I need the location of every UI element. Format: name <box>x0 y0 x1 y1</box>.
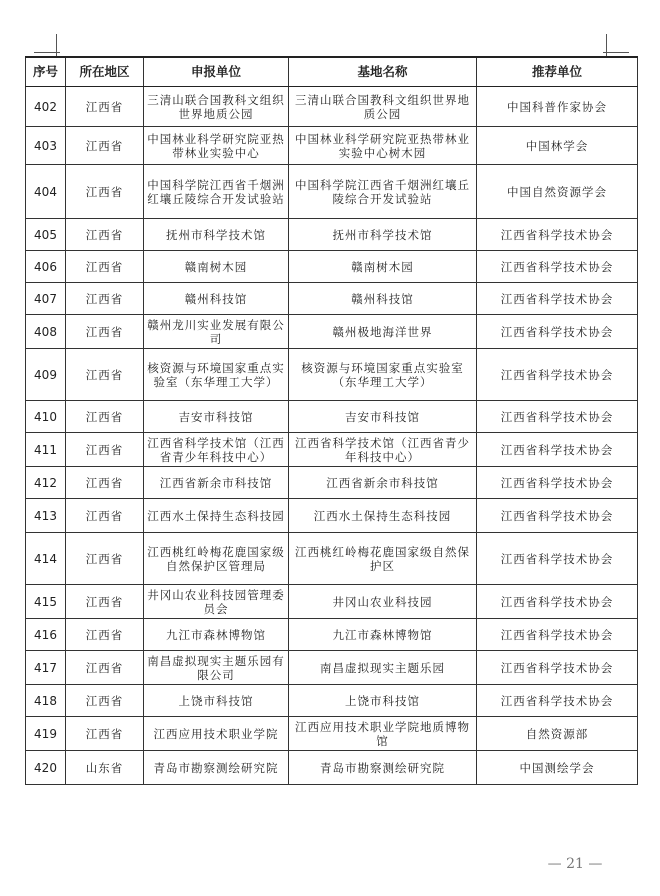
row-num: 405 <box>26 219 66 251</box>
header-recommender: 推荐单位 <box>477 57 638 87</box>
row-recommender: 江西省科学技术协会 <box>477 349 638 401</box>
row-num: 407 <box>26 283 66 315</box>
row-base: 中国林业科学研究院亚热带林业实验中心树木园 <box>289 127 477 165</box>
row-region: 山东省 <box>66 751 144 785</box>
table-row <box>26 127 638 165</box>
row-base: 赣州科技馆 <box>289 283 477 315</box>
row-recommender: 江西省科学技术协会 <box>477 315 638 349</box>
row-recommender: 中国自然资源学会 <box>477 165 638 219</box>
row-base: 南昌虚拟现实主题乐园 <box>289 651 477 685</box>
row-num: 416 <box>26 619 66 651</box>
row-num: 409 <box>26 349 66 401</box>
row-base: 江西桃红岭梅花鹿国家级自然保护区 <box>289 533 477 585</box>
row-recommender: 江西省科学技术协会 <box>477 401 638 433</box>
row-num: 412 <box>26 467 66 499</box>
row-num: 418 <box>26 685 66 717</box>
row-unit: 中国科学院江西省千烟洲红壤丘陵综合开发试验站 <box>144 165 289 219</box>
row-base: 中国科学院江西省千烟洲红壤丘陵综合开发试验站 <box>289 165 477 219</box>
row-region: 江西省 <box>66 585 144 619</box>
row-unit: 江西省科学技术馆（江西省青少年科技中心） <box>144 433 289 467</box>
row-unit: 江西省新余市科技馆 <box>144 467 289 499</box>
row-base: 井冈山农业科技园 <box>289 585 477 619</box>
row-region: 江西省 <box>66 533 144 585</box>
row-unit: 江西水土保持生态科技园 <box>144 499 289 533</box>
row-region: 江西省 <box>66 619 144 651</box>
table-row <box>26 283 638 315</box>
row-base: 核资源与环境国家重点实验室（东华理工大学） <box>289 349 477 401</box>
row-region: 江西省 <box>66 165 144 219</box>
row-base: 三清山联合国教科文组织世界地质公园 <box>289 87 477 127</box>
row-region: 江西省 <box>66 433 144 467</box>
row-recommender: 中国林学会 <box>477 127 638 165</box>
table-row <box>26 87 638 127</box>
row-num: 410 <box>26 401 66 433</box>
table-row <box>26 585 638 619</box>
row-unit: 青岛市勘察测绘研究院 <box>144 751 289 785</box>
table-row <box>26 651 638 685</box>
row-region: 江西省 <box>66 651 144 685</box>
header-unit: 申报单位 <box>144 57 289 87</box>
page-number: — 21 — <box>547 856 603 872</box>
row-recommender: 中国测绘学会 <box>477 751 638 785</box>
row-num: 403 <box>26 127 66 165</box>
row-base: 江西省新余市科技馆 <box>289 467 477 499</box>
header-base: 基地名称 <box>289 57 477 87</box>
row-base: 江西水土保持生态科技园 <box>289 499 477 533</box>
table-row <box>26 619 638 651</box>
row-recommender: 江西省科学技术协会 <box>477 219 638 251</box>
row-recommender: 江西省科学技术协会 <box>477 585 638 619</box>
row-unit: 井冈山农业科技园管理委员会 <box>144 585 289 619</box>
table-row <box>26 219 638 251</box>
row-region: 江西省 <box>66 717 144 751</box>
row-num: 420 <box>26 751 66 785</box>
row-base: 青岛市勘察测绘研究院 <box>289 751 477 785</box>
row-num: 402 <box>26 87 66 127</box>
header-num: 序号 <box>26 57 66 87</box>
row-num: 413 <box>26 499 66 533</box>
row-unit: 吉安市科技馆 <box>144 401 289 433</box>
table-row <box>26 717 638 751</box>
row-region: 江西省 <box>66 499 144 533</box>
table-header <box>26 57 638 87</box>
table-row <box>26 751 638 785</box>
row-recommender: 江西省科学技术协会 <box>477 433 638 467</box>
row-region: 江西省 <box>66 283 144 315</box>
row-num: 406 <box>26 251 66 283</box>
science-base-table <box>25 56 638 785</box>
row-base: 上饶市科技馆 <box>289 685 477 717</box>
row-recommender: 江西省科学技术协会 <box>477 533 638 585</box>
row-base: 吉安市科技馆 <box>289 401 477 433</box>
crop-mark-right-horizontal <box>603 52 629 53</box>
row-region: 江西省 <box>66 349 144 401</box>
row-recommender: 江西省科学技术协会 <box>477 467 638 499</box>
row-recommender: 江西省科学技术协会 <box>477 251 638 283</box>
table-row <box>26 433 638 467</box>
table-body <box>26 87 638 785</box>
table-row <box>26 401 638 433</box>
row-region: 江西省 <box>66 219 144 251</box>
row-region: 江西省 <box>66 401 144 433</box>
row-base: 九江市森林博物馆 <box>289 619 477 651</box>
row-unit: 抚州市科学技术馆 <box>144 219 289 251</box>
row-unit: 赣州龙川实业发展有限公司 <box>144 315 289 349</box>
row-unit: 上饶市科技馆 <box>144 685 289 717</box>
row-unit: 赣南树木园 <box>144 251 289 283</box>
row-unit: 核资源与环境国家重点实验室（东华理工大学） <box>144 349 289 401</box>
table-row <box>26 467 638 499</box>
table-row <box>26 685 638 717</box>
table-row <box>26 499 638 533</box>
row-recommender: 自然资源部 <box>477 717 638 751</box>
row-recommender: 中国科普作家协会 <box>477 87 638 127</box>
row-unit: 江西桃红岭梅花鹿国家级自然保护区管理局 <box>144 533 289 585</box>
row-num: 408 <box>26 315 66 349</box>
header-row <box>26 57 638 87</box>
row-unit: 中国林业科学研究院亚热带林业实验中心 <box>144 127 289 165</box>
table-row <box>26 533 638 585</box>
row-num: 414 <box>26 533 66 585</box>
row-region: 江西省 <box>66 251 144 283</box>
table-row <box>26 251 638 283</box>
row-region: 江西省 <box>66 87 144 127</box>
row-base: 江西应用技术职业学院地质博物馆 <box>289 717 477 751</box>
row-num: 404 <box>26 165 66 219</box>
row-base: 赣南树木园 <box>289 251 477 283</box>
row-recommender: 江西省科学技术协会 <box>477 651 638 685</box>
table-row <box>26 315 638 349</box>
row-recommender: 江西省科学技术协会 <box>477 685 638 717</box>
header-region: 所在地区 <box>66 57 144 87</box>
row-base: 赣州极地海洋世界 <box>289 315 477 349</box>
table-row <box>26 165 638 219</box>
crop-mark-left-horizontal <box>34 52 60 53</box>
row-num: 411 <box>26 433 66 467</box>
row-base: 江西省科学技术馆（江西省青少年科技中心） <box>289 433 477 467</box>
row-unit: 三清山联合国教科文组织世界地质公园 <box>144 87 289 127</box>
row-recommender: 江西省科学技术协会 <box>477 499 638 533</box>
row-region: 江西省 <box>66 685 144 717</box>
table-row <box>26 349 638 401</box>
row-num: 417 <box>26 651 66 685</box>
row-unit: 赣州科技馆 <box>144 283 289 315</box>
row-region: 江西省 <box>66 315 144 349</box>
row-recommender: 江西省科学技术协会 <box>477 283 638 315</box>
row-unit: 九江市森林博物馆 <box>144 619 289 651</box>
row-recommender: 江西省科学技术协会 <box>477 619 638 651</box>
row-num: 415 <box>26 585 66 619</box>
row-region: 江西省 <box>66 467 144 499</box>
row-region: 江西省 <box>66 127 144 165</box>
row-num: 419 <box>26 717 66 751</box>
row-unit: 江西应用技术职业学院 <box>144 717 289 751</box>
row-base: 抚州市科学技术馆 <box>289 219 477 251</box>
row-unit: 南昌虚拟现实主题乐园有限公司 <box>144 651 289 685</box>
